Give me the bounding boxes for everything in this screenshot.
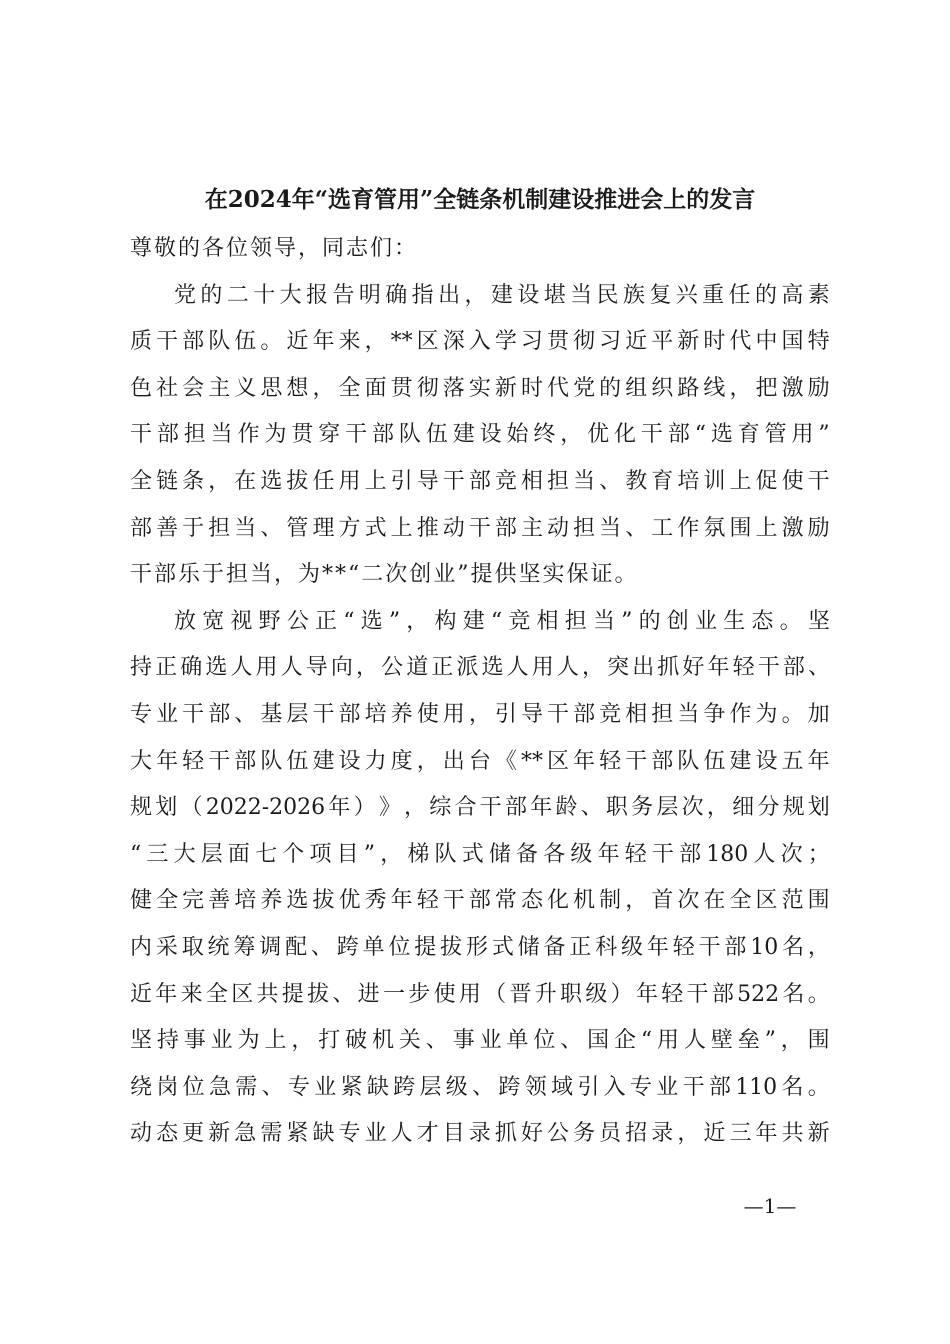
body-line: 部 善 于 担 当 、 管 理 方 式 上 推 动 干 部 主 动 担 当 、 工 作 氛 围 上 激 励 [130,515,830,541]
body-line: 绕 岗 位 急 需 、 专 业 紧 缺 跨 层 级 、 跨 领 域 引 入 专 业 干 部 110 名 。 [130,1074,830,1100]
body-line: 质 干 部 队 伍 。 近 年 来 ， ** 区 深 入 学 习 贯 彻 习 近 平 新 时 代 中 国 特 [130,329,830,355]
body-line: 色 社 会 主 义 思 想 ， 全 面 贯 彻 落 实 新 时 代 党 的 组 织 路 线 ， 把 激 励 [130,375,830,401]
body-line: 全 链 条 ， 在 选 拔 任 用 上 引 导 干 部 竞 相 担 当 、 教 育 培 训 上 促 使 干 [130,468,830,494]
body-line: 专 业 干 部 、 基 层 干 部 培 养 使 用 ， 引 导 干 部 竞 相 担 当 争 作 为 。 加 [130,701,830,727]
body-line: 健 全 完 善 培 养 选 拔 优 秀 年 轻 干 部 常 态 化 机 制 ， 首 次 在 全 区 范 围 [130,888,830,914]
body-line: 坚 持 事 业 为 上 ， 打 破 机 关 、 事 业 单 位 、 国 企 “ 用 人 壁 垒 ” ， 围 [130,1028,830,1054]
document-body [130,226,830,1158]
body-line: 规 划 （ 2022-2026 年 ） 》 ， 综 合 干 部 年 龄 、 职 务 层 次 ， 细 分 规 划 [130,795,830,821]
body-line: 动 态 更 新 急 需 紧 缺 专 业 人 才 目 录 抓 好 公 务 员 招 录 ， 近 三 年 共 新 [130,1121,830,1147]
body-line: 近 年 来 全 区 共 提 拔 、 进 一 步 使 用 （ 晋 升 职 级 ） 年 轻 干 部 522 名 。 [130,981,830,1007]
body-line: 放 宽 视 野 公 正 “ 选 ” ， 构 建 “ 竞 相 担 当 ” 的 创 业 生 态 。 坚 [174,608,830,634]
page-number: —1— [743,1194,797,1218]
body-line: 内 采 取 统 筹 调 配 、 跨 单 位 提 拔 形 式 储 备 正 科 级 年 轻 干 部 10 名 ， [130,934,830,960]
body-line: 持 正 确 选 人 用 人 导 向 ， 公 道 正 派 选 人 用 人 ， 突 出 抓 好 年 轻 干 部 、 [130,655,830,681]
body-line: “ 三 大 层 面 七 个 项 目 ” ， 梯 队 式 储 备 各 级 年 轻 干 部 180 人 次 ； [130,841,830,867]
body-line: 干部乐于担当，为**“二次创业”提供坚实保证。 [130,562,639,588]
document-title: 在2024年“选育管用”全链条机制建设推进会上的发言 [204,186,756,213]
body-line: 干 部 担 当 作 为 贯 穿 干 部 队 伍 建 设 始 终 ， 优 化 干 部 “ 选 育 管 用 ” [130,422,830,448]
body-line: 大 年 轻 干 部 队 伍 建 设 力 度 ， 出 台 《 ** 区 年 轻 干 部 队 伍 建 设 五 年 [130,748,830,774]
body-line: 党 的 二 十 大 报 告 明 确 指 出 ， 建 设 堪 当 民 族 复 兴 重 任 的 高 素 [174,282,830,308]
salutation: 尊敬的各位领导，同志们： [130,236,419,261]
